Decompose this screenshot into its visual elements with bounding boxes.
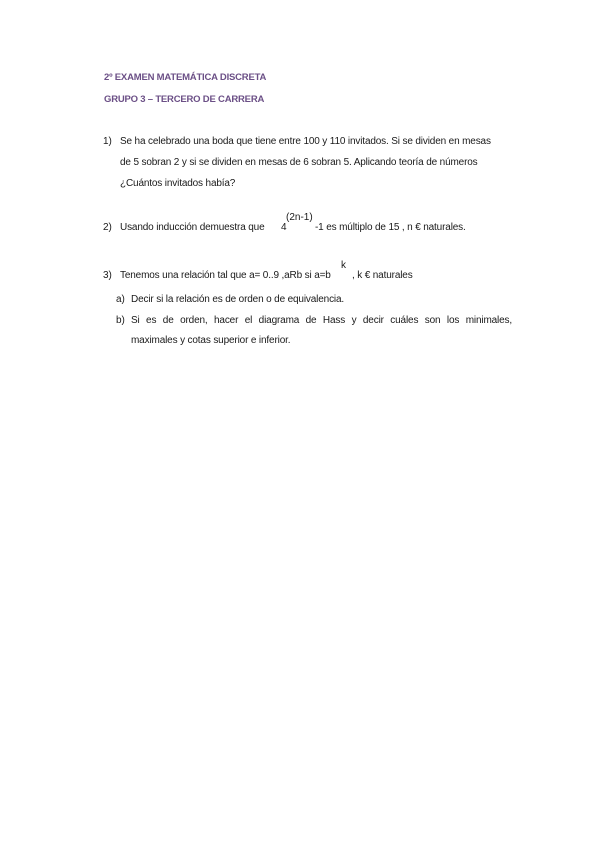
exam-title: 2º EXAMEN MATEMÁTICA DISCRETA xyxy=(104,72,267,83)
question-1-line-2: de 5 sobran 2 y si se dividen en mesas de 6 sobran 5. Aplicando teoría de números xyxy=(120,157,478,168)
question-1-number: 1) xyxy=(103,136,112,147)
question-3a-label: a) xyxy=(116,294,125,305)
question-3b-line-2: maximales y cotas superior e inferior. xyxy=(131,335,291,346)
question-1-line-3: ¿Cuántos invitados había? xyxy=(120,178,236,189)
exam-subtitle: GRUPO 3 – TERCERO DE CARRERA xyxy=(104,94,265,105)
question-2-text-after: -1 es múltiplo de 15 , n € naturales. xyxy=(315,222,466,233)
question-3a-text: Decir si la relación es de orden o de equivalencia. xyxy=(131,294,345,305)
question-3-number: 3) xyxy=(103,270,112,281)
question-3b-line-1: Si es de orden, hacer el diagrama de Hass y decir cuáles son los minimales, xyxy=(131,315,512,326)
question-2-base: 4 xyxy=(281,222,287,233)
question-3-text: Tenemos una relación tal que a= 0..9 ,aRb si a=b xyxy=(120,270,331,281)
question-2-text: Usando inducción demuestra que xyxy=(120,222,265,233)
question-1-line-1: Se ha celebrado una boda que tiene entre 100 y 110 invitados. Si se dividen en mesas xyxy=(120,136,491,147)
question-3b-label: b) xyxy=(116,315,125,326)
question-2-exponent: (2n-1) xyxy=(286,212,313,223)
question-3-exponent: k xyxy=(341,260,346,271)
question-3-text-after: , k € naturales xyxy=(352,270,413,281)
question-2-number: 2) xyxy=(103,222,112,233)
